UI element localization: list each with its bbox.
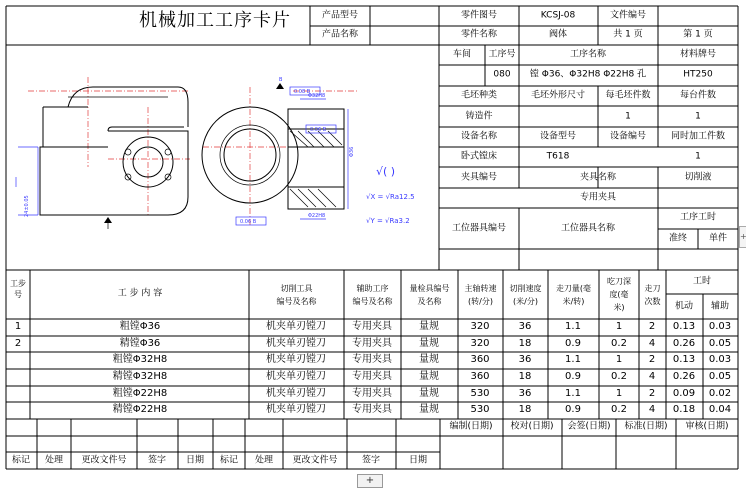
step-content-cell[interactable]: 粗镗Φ22H8 xyxy=(112,388,168,399)
machine-time-cell[interactable]: 0.13 xyxy=(672,354,696,365)
signoff-countersign: 会签(日期) xyxy=(567,421,611,432)
aux-time-cell[interactable]: 0.05 xyxy=(708,338,732,349)
blank-size-label: 毛坯外形尺寸 xyxy=(530,90,586,101)
step-content-cell[interactable]: 粗镗Φ32H8 xyxy=(112,354,168,365)
signoff-review: 审核(日期) xyxy=(685,421,729,432)
rev-mark-2: 标记 xyxy=(219,455,239,466)
cutting-tool-cell[interactable]: 机夹单刃镗刀 xyxy=(266,354,326,365)
header-step-content: 工 步 内 容 xyxy=(117,288,163,299)
cutting-speed-cell[interactable]: 36 xyxy=(518,388,532,399)
passes-cell[interactable]: 4 xyxy=(648,338,656,349)
tol-frame-3: 0.06 B xyxy=(240,219,257,225)
depth-cell[interactable]: 1 xyxy=(615,388,623,399)
material-label: 材料牌号 xyxy=(679,49,717,60)
fixture-name-label: 夹具名称 xyxy=(579,172,617,183)
rev-change-doc-2: 更改文件号 xyxy=(292,455,338,466)
passes-cell[interactable]: 4 xyxy=(648,404,656,415)
aux-time-cell[interactable]: 0.03 xyxy=(708,354,732,365)
doc-no-label: 文件编号 xyxy=(609,10,647,21)
side-expand-tab[interactable]: + xyxy=(739,226,746,248)
dim-24: 24±0.05 xyxy=(24,195,30,217)
cutting-speed-cell[interactable]: 18 xyxy=(518,371,532,382)
parts-per-unit-label: 每台件数 xyxy=(679,90,717,101)
aux-tool-cell[interactable]: 专用夹具 xyxy=(352,388,392,399)
part-drawing-no-label: 零件图号 xyxy=(460,10,498,21)
product-name-label: 产品名称 xyxy=(321,29,359,40)
step-content-cell[interactable]: 粗镗Φ36 xyxy=(119,321,161,332)
spindle-speed-cell[interactable]: 320 xyxy=(470,321,490,332)
depth-cell[interactable]: 0.2 xyxy=(611,404,627,415)
dim-phi22: Φ22H8 xyxy=(308,213,326,219)
fixture-no-label: 夹具编号 xyxy=(460,172,498,183)
page-no: 第 1 页 xyxy=(683,29,713,40)
cutting-tool-cell[interactable]: 机夹单刃镗刀 xyxy=(266,404,326,415)
op-name-value[interactable]: 镗 Φ36、Φ32H8 Φ22H8 孔 xyxy=(529,69,647,80)
header-auxiliary: 辅助 xyxy=(710,301,730,312)
aux-tool-cell[interactable]: 专用夹具 xyxy=(352,371,392,382)
datum-b-icon xyxy=(276,83,284,89)
aux-tool-cell[interactable]: 专用夹具 xyxy=(352,404,392,415)
header-feed: 走刀量(毫 米/转) xyxy=(555,284,592,306)
cutting-speed-cell[interactable]: 36 xyxy=(518,354,532,365)
measuring-tool-cell[interactable]: 量规 xyxy=(419,321,439,332)
equip-model-label: 设备型号 xyxy=(539,131,577,142)
add-row-button[interactable]: + xyxy=(357,474,383,488)
signoff-proofread: 校对(日期) xyxy=(510,421,554,432)
equip-model-value[interactable]: T618 xyxy=(546,151,570,162)
spindle-speed-cell[interactable]: 360 xyxy=(470,371,490,382)
step-no-cell[interactable]: 1 xyxy=(14,321,22,332)
station-tool-no-label: 工位器具编号 xyxy=(451,223,507,234)
roughness-general: √( ) xyxy=(376,165,396,178)
datum-arrow-icon xyxy=(104,217,112,223)
machine-time-cell[interactable]: 0.09 xyxy=(672,388,696,399)
op-no-value[interactable]: 080 xyxy=(493,69,511,80)
feed-cell[interactable]: 0.9 xyxy=(565,404,581,415)
machine-time-cell[interactable]: 0.26 xyxy=(672,371,696,382)
machine-time-cell[interactable]: 0.26 xyxy=(672,338,696,349)
feed-cell[interactable]: 0.9 xyxy=(565,371,581,382)
measuring-tool-cell[interactable]: 量规 xyxy=(419,354,439,365)
equip-name-value[interactable]: 卧式镗床 xyxy=(460,151,498,162)
header-spindle-speed: 主轴转速 (转/分) xyxy=(464,284,497,306)
part-name-label: 零件名称 xyxy=(460,29,498,40)
workshop-label: 车间 xyxy=(452,49,472,60)
header-step-no: 工步号 xyxy=(10,279,26,299)
simul-parts-value[interactable]: 1 xyxy=(695,151,701,162)
roughness-y: √Y = √Ra3.2 xyxy=(366,217,410,225)
measuring-tool-cell[interactable]: 量规 xyxy=(419,371,439,382)
cutting-tool-cell[interactable]: 机夹单刃镗刀 xyxy=(266,321,326,332)
header-machine: 机动 xyxy=(674,301,694,312)
passes-cell[interactable]: 2 xyxy=(648,388,656,399)
rev-process-1: 处理 xyxy=(44,455,64,466)
parts-per-blank-label: 每毛坯件数 xyxy=(605,90,651,101)
header-measuring-tool: 量检具编号 及名称 xyxy=(409,284,450,306)
front-view xyxy=(16,77,190,229)
op-no-label: 工序号 xyxy=(488,49,516,60)
op-name-label: 工序名称 xyxy=(569,49,607,60)
coolant-label: 切削液 xyxy=(684,172,712,183)
tol-frame-2: 0.06 B xyxy=(310,127,327,133)
measuring-tool-cell[interactable]: 量规 xyxy=(419,388,439,399)
dim-phi36: Φ36 xyxy=(349,146,355,157)
feed-cell[interactable]: 1.1 xyxy=(565,354,581,365)
per-piece-label: 单件 xyxy=(708,233,728,244)
depth-cell[interactable]: 1 xyxy=(615,354,623,365)
simul-parts-label: 同时加工件数 xyxy=(670,131,726,142)
spindle-speed-cell[interactable]: 530 xyxy=(470,388,490,399)
roughness-notes xyxy=(366,165,415,225)
station-tool-name-label: 工位器具名称 xyxy=(560,223,616,234)
passes-cell[interactable]: 4 xyxy=(648,371,656,382)
step-content-cell[interactable]: 精镗Φ32H8 xyxy=(112,371,168,382)
parts-per-unit-value[interactable]: 1 xyxy=(695,111,701,122)
depth-cell[interactable]: 0.2 xyxy=(611,371,627,382)
product-model-label: 产品型号 xyxy=(321,10,359,21)
step-no-cell[interactable]: 2 xyxy=(14,338,22,349)
cutting-tool-cell[interactable]: 机夹单刃镗刀 xyxy=(266,371,326,382)
op-time-label: 工序工时 xyxy=(679,212,717,223)
parts-per-blank-value[interactable]: 1 xyxy=(625,111,631,122)
roughness-x: √X = √Ra12.5 xyxy=(366,193,415,201)
measuring-tool-cell[interactable]: 量规 xyxy=(419,404,439,415)
aux-tool-cell[interactable]: 专用夹具 xyxy=(352,338,392,349)
part-drawing xyxy=(8,47,438,269)
datum-b-label: B xyxy=(279,77,283,83)
equip-no-label: 设备编号 xyxy=(609,131,647,142)
aux-tool-cell[interactable]: 专用夹具 xyxy=(352,354,392,365)
header-man-hours: 工时 xyxy=(692,276,712,287)
aux-time-cell[interactable]: 0.04 xyxy=(708,404,732,415)
step-content-cell[interactable]: 精镗Φ36 xyxy=(119,338,161,349)
aux-time-cell[interactable]: 0.05 xyxy=(708,371,732,382)
rev-change-doc-1: 更改文件号 xyxy=(81,455,127,466)
material-value[interactable]: HT250 xyxy=(683,69,713,80)
total-pages: 共 1 页 xyxy=(613,29,643,40)
part-drawing-no-value[interactable]: KCSJ-08 xyxy=(540,10,576,21)
rev-process-2: 处理 xyxy=(254,455,274,466)
part-name-value[interactable]: 阀体 xyxy=(548,29,568,40)
cutting-speed-cell[interactable]: 36 xyxy=(518,321,532,332)
passes-cell[interactable]: 2 xyxy=(648,354,656,365)
cutting-speed-cell[interactable]: 18 xyxy=(518,338,532,349)
prep-end-label: 准终 xyxy=(668,233,688,244)
section-view xyxy=(202,77,358,227)
fixture-name-value[interactable]: 专用夹具 xyxy=(579,192,617,203)
spindle-speed-cell[interactable]: 320 xyxy=(470,338,490,349)
spindle-speed-cell[interactable]: 360 xyxy=(470,354,490,365)
tol-frame-1: 0.08 B xyxy=(294,89,311,95)
feed-cell[interactable]: 0.9 xyxy=(565,338,581,349)
signoff-compile: 编制(日期) xyxy=(449,421,493,432)
step-content-cell[interactable]: 精镗Φ22H8 xyxy=(112,404,168,415)
card-title: 机械加工工序卡片 xyxy=(139,10,291,31)
header-depth: 吃刀深 度(毫 米) xyxy=(607,277,631,312)
blank-type-value[interactable]: 铸造件 xyxy=(465,111,493,122)
rev-sign-1: 签字 xyxy=(147,455,167,466)
measuring-tool-cell[interactable]: 量规 xyxy=(419,338,439,349)
blank-type-label: 毛坯种类 xyxy=(460,90,498,101)
header-cutting-tool: 切削工具 编号及名称 xyxy=(276,284,317,306)
signoff-standardize: 标准(日期) xyxy=(624,421,668,432)
cutting-speed-cell[interactable]: 18 xyxy=(518,404,532,415)
feed-cell[interactable]: 1.1 xyxy=(565,388,581,399)
aux-time-cell[interactable]: 0.02 xyxy=(708,388,732,399)
rev-date-2: 日期 xyxy=(408,455,428,466)
cutting-tool-cell[interactable]: 机夹单刃镗刀 xyxy=(266,388,326,399)
header-aux-tool: 辅助工序 编号及名称 xyxy=(352,284,393,306)
machine-time-cell[interactable]: 0.13 xyxy=(672,321,696,332)
equip-name-label: 设备名称 xyxy=(460,131,498,142)
dim-phi32: Φ32H8 xyxy=(308,93,326,99)
cutting-tool-cell[interactable]: 机夹单刃镗刀 xyxy=(266,338,326,349)
aux-tool-cell[interactable]: 专用夹具 xyxy=(352,321,392,332)
rev-date-1: 日期 xyxy=(185,455,205,466)
spindle-speed-cell[interactable]: 530 xyxy=(470,404,490,415)
rev-mark-1: 标记 xyxy=(11,455,31,466)
passes-cell[interactable]: 2 xyxy=(648,321,656,332)
machine-time-cell[interactable]: 0.18 xyxy=(672,404,696,415)
rev-sign-2: 签字 xyxy=(361,455,381,466)
header-passes: 走刀 次数 xyxy=(644,284,661,306)
aux-time-cell[interactable]: 0.03 xyxy=(708,321,732,332)
depth-cell[interactable]: 0.2 xyxy=(611,338,627,349)
header-cutting-speed: 切削速度 (米/分) xyxy=(509,284,542,306)
depth-cell[interactable]: 1 xyxy=(615,321,623,332)
feed-cell[interactable]: 1.1 xyxy=(565,321,581,332)
